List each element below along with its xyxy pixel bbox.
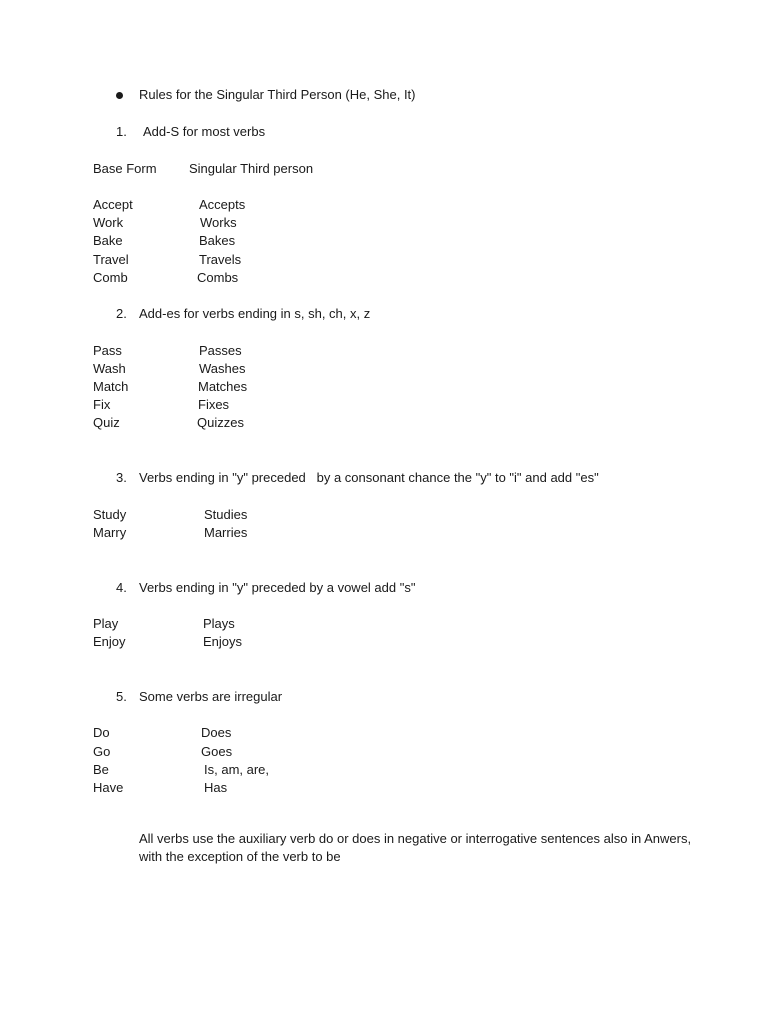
rule-1-base-verb: Accept	[93, 197, 133, 212]
rule-3-title: Verbs ending in "y" preceded by a consonant chance the "y" to "i" and add "es"	[139, 470, 599, 485]
rule-1-third-verb: Bakes	[199, 233, 236, 248]
rule-4-number: 4.	[116, 580, 127, 595]
rule-1-third-verb: Combs	[197, 270, 239, 285]
rule-1-title: Add-S for most verbs	[143, 124, 266, 139]
rule-2-third-verb: Quizzes	[197, 415, 244, 430]
rule-1-third-verb: Accepts	[199, 197, 246, 212]
rule-5-third-verb: Does	[201, 725, 232, 740]
rule-3-base-verb: Study	[93, 507, 127, 522]
rule-3-third-verb: Studies	[204, 507, 248, 522]
column-header-third: Singular Third person	[189, 161, 314, 176]
rule-2-third-verb: Passes	[199, 343, 242, 358]
rule-4-base-verb: Enjoy	[93, 634, 126, 649]
rule-4-title: Verbs ending in "y" preceded by a vowel add "s"	[139, 580, 416, 595]
rule-3-third-verb: Marries	[204, 525, 248, 540]
rule-5-base-verb: Have	[93, 780, 124, 795]
rule-5-base-verb: Do	[93, 725, 110, 740]
rule-1-base-verb: Work	[93, 215, 124, 230]
closing-note: All verbs use the auxiliary verb do or does in negative or interrogative sentences also in Anwers, with the exception of the verb to be	[139, 831, 692, 864]
rule-2-third-verb: Matches	[198, 379, 248, 394]
rule-5-third-verb: Has	[204, 780, 228, 795]
rule-2-number: 2.	[116, 306, 127, 321]
rule-2-third-verb: Washes	[199, 361, 246, 376]
rule-1-third-verb: Works	[200, 215, 237, 230]
rule-2-base-verb: Wash	[93, 361, 126, 376]
rule-2-base-verb: Fix	[93, 397, 111, 412]
rule-3-number: 3.	[116, 470, 127, 485]
rule-2-base-verb: Pass	[93, 343, 122, 358]
rule-1-base-verb: Bake	[93, 233, 123, 248]
rule-5-number: 5.	[116, 689, 127, 704]
rule-2-third-verb: Fixes	[198, 397, 230, 412]
rule-5-base-verb: Be	[93, 762, 109, 777]
rule-2-base-verb: Quiz	[93, 415, 120, 430]
column-header-base: Base Form	[93, 161, 157, 176]
rule-1-third-verb: Travels	[199, 252, 242, 267]
rule-5-base-verb: Go	[93, 744, 111, 759]
rule-1-base-verb: Comb	[93, 270, 128, 285]
rule-1-number: 1.	[116, 124, 127, 139]
page-heading: Rules for the Singular Third Person (He, She, It)	[139, 87, 416, 102]
rule-1-base-verb: Travel	[93, 252, 129, 267]
rule-2-title: Add-es for verbs ending in s, sh, ch, x, z	[139, 306, 371, 321]
rule-3-base-verb: Marry	[93, 525, 127, 540]
rule-4-third-verb: Enjoys	[203, 634, 243, 649]
rule-4-third-verb: Plays	[203, 616, 235, 631]
rule-5-title: Some verbs are irregular	[139, 689, 283, 704]
rule-2-base-verb: Match	[93, 379, 129, 394]
bullet-icon	[116, 92, 123, 99]
rule-5-third-verb: Goes	[201, 744, 233, 759]
rule-4-base-verb: Play	[93, 616, 119, 631]
rule-5-third-verb: Is, am, are,	[204, 762, 270, 777]
